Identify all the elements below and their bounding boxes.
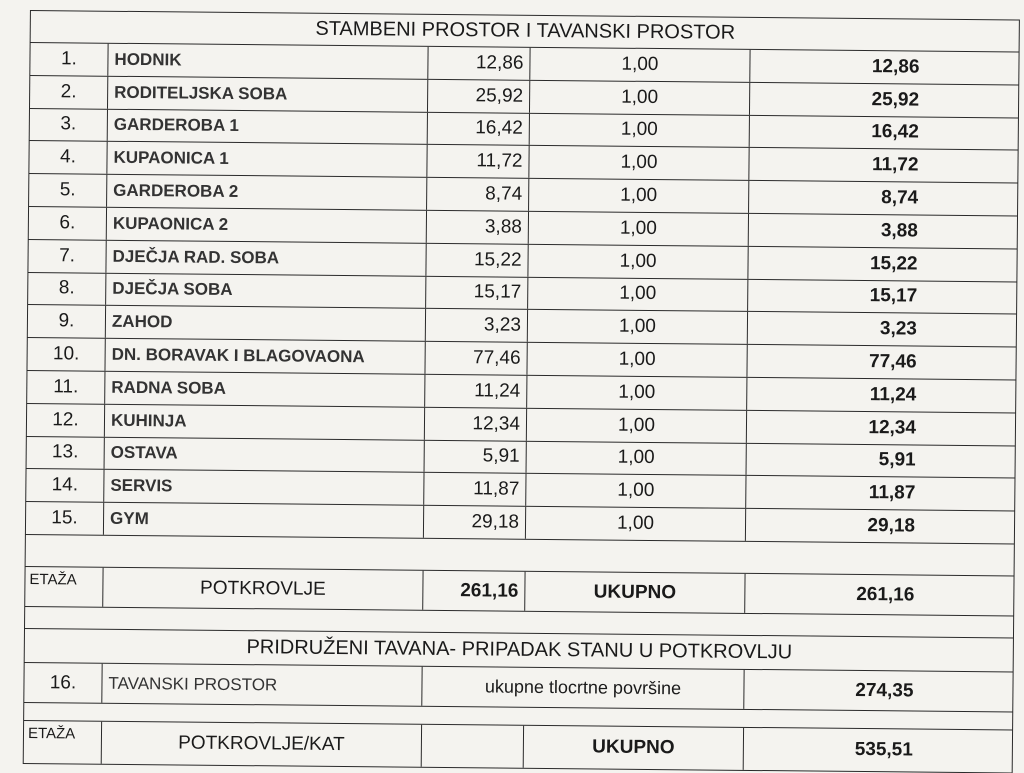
row-number: 16. bbox=[23, 663, 101, 703]
room-area: 12,34 bbox=[424, 408, 526, 441]
attic-total: 274,35 bbox=[743, 670, 1013, 712]
row-number: 7. bbox=[27, 240, 105, 273]
room-name: GYM bbox=[103, 503, 423, 538]
room-name: RADNA SOBA bbox=[104, 372, 424, 407]
room-coefficient: 1,00 bbox=[526, 343, 746, 377]
row-number: 1. bbox=[29, 43, 107, 76]
ukupno-label: UKUPNO bbox=[524, 572, 744, 613]
room-total: 16,42 bbox=[749, 116, 1019, 150]
room-total: 12,34 bbox=[746, 411, 1016, 445]
room-total: 77,46 bbox=[746, 345, 1016, 379]
room-total: 8,74 bbox=[748, 181, 1018, 215]
attic-description: ukupne tlocrtne površine bbox=[421, 667, 743, 709]
room-coefficient: 1,00 bbox=[526, 441, 746, 475]
room-name: OSTAVA bbox=[104, 437, 424, 472]
floor-total: 261,16 bbox=[744, 574, 1014, 616]
room-name: GARDEROBA 1 bbox=[107, 109, 427, 144]
row-number: 14. bbox=[25, 469, 103, 502]
row-number: 8. bbox=[27, 273, 105, 306]
room-total: 3,23 bbox=[747, 312, 1017, 346]
room-coefficient: 1,00 bbox=[529, 81, 749, 115]
room-name: KUHINJA bbox=[104, 405, 424, 440]
room-coefficient: 1,00 bbox=[528, 146, 748, 180]
ukupno-label: UKUPNO bbox=[523, 726, 743, 770]
floor-name: POTKROVLJE bbox=[102, 568, 422, 610]
room-area: 11,24 bbox=[424, 375, 526, 408]
row-number: 10. bbox=[26, 338, 104, 371]
area-table bbox=[23, 4, 1020, 773]
room-name: KUPAONICA 2 bbox=[106, 208, 426, 243]
room-area: 25,92 bbox=[427, 80, 529, 113]
room-name: ZAHOD bbox=[105, 306, 425, 341]
room-coefficient: 1,00 bbox=[528, 212, 748, 246]
row-number: 9. bbox=[27, 305, 105, 338]
room-coefficient: 1,00 bbox=[528, 179, 748, 213]
room-area: 3,88 bbox=[426, 211, 528, 244]
room-total: 11,72 bbox=[748, 148, 1018, 182]
room-area: 11,72 bbox=[426, 145, 528, 178]
room-coefficient: 1,00 bbox=[527, 310, 747, 344]
room-area: 15,17 bbox=[425, 276, 527, 309]
row-number: 5. bbox=[28, 174, 106, 207]
room-name: DJEČJA RAD. SOBA bbox=[105, 241, 425, 276]
summary-row-total bbox=[23, 720, 1013, 773]
etaza-label: ETAŽA bbox=[23, 721, 101, 764]
room-coefficient: 1,00 bbox=[526, 376, 746, 410]
room-total: 5,91 bbox=[746, 443, 1016, 477]
room-total: 11,87 bbox=[745, 476, 1015, 510]
row-number: 3. bbox=[29, 109, 107, 142]
etaza-label: ETAŽA bbox=[24, 567, 102, 607]
room-name: GARDEROBA 2 bbox=[106, 175, 426, 210]
room-area: 3,23 bbox=[425, 309, 527, 342]
row-number: 11. bbox=[26, 371, 104, 404]
room-area: 16,42 bbox=[427, 112, 529, 145]
room-total: 15,17 bbox=[747, 279, 1017, 313]
floor-name: POTKROVLJE/KAT bbox=[101, 722, 421, 767]
room-name: TAVANSKI PROSTOR bbox=[101, 664, 421, 706]
room-area: 12,86 bbox=[427, 47, 529, 80]
room-area: 15,22 bbox=[425, 244, 527, 277]
room-name: RODITELJSKA SOBA bbox=[107, 77, 427, 112]
room-total: 15,22 bbox=[747, 247, 1017, 281]
grand-total: 535,51 bbox=[743, 728, 1013, 773]
row-number: 6. bbox=[28, 207, 106, 240]
room-total: 3,88 bbox=[748, 214, 1018, 248]
room-coefficient: 1,00 bbox=[525, 507, 745, 541]
room-name: KUPAONICA 1 bbox=[106, 142, 426, 177]
row-number: 15. bbox=[25, 502, 103, 535]
room-area: 29,18 bbox=[423, 506, 525, 539]
room-coefficient: 1,00 bbox=[529, 48, 749, 82]
row-number: 2. bbox=[29, 76, 107, 109]
room-coefficient: 1,00 bbox=[529, 113, 749, 147]
room-coefficient: 1,00 bbox=[525, 474, 745, 508]
row-number: 4. bbox=[28, 141, 106, 174]
room-area: 11,87 bbox=[423, 473, 525, 506]
room-coefficient: 1,00 bbox=[526, 409, 746, 443]
room-total: 29,18 bbox=[745, 509, 1015, 543]
room-name: HODNIK bbox=[107, 44, 427, 79]
room-total: 12,86 bbox=[749, 50, 1019, 84]
room-area: 5,91 bbox=[424, 440, 526, 473]
row-number: 12. bbox=[26, 404, 104, 437]
room-name: SERVIS bbox=[103, 470, 423, 505]
room-name: DJEČJA SOBA bbox=[105, 273, 425, 308]
room-area: 8,74 bbox=[426, 178, 528, 211]
room-coefficient: 1,00 bbox=[527, 277, 747, 311]
section2-title: PRIDRUŽENI TAVANA- PRIPADAK STANU U POTKROVLJU bbox=[24, 629, 1014, 672]
row-number: 13. bbox=[26, 437, 104, 470]
room-total: 25,92 bbox=[749, 83, 1019, 117]
empty-cell bbox=[421, 725, 523, 768]
room-coefficient: 1,00 bbox=[527, 245, 747, 279]
room-name: DN. BORAVAK I BLAGOVAONA bbox=[104, 339, 424, 374]
room-area: 77,46 bbox=[424, 342, 526, 375]
floor-area: 261,16 bbox=[422, 571, 524, 611]
room-total: 11,24 bbox=[746, 378, 1016, 412]
section-title: STAMBENI PROSTOR I TAVANSKI PROSTOR bbox=[30, 11, 1020, 52]
